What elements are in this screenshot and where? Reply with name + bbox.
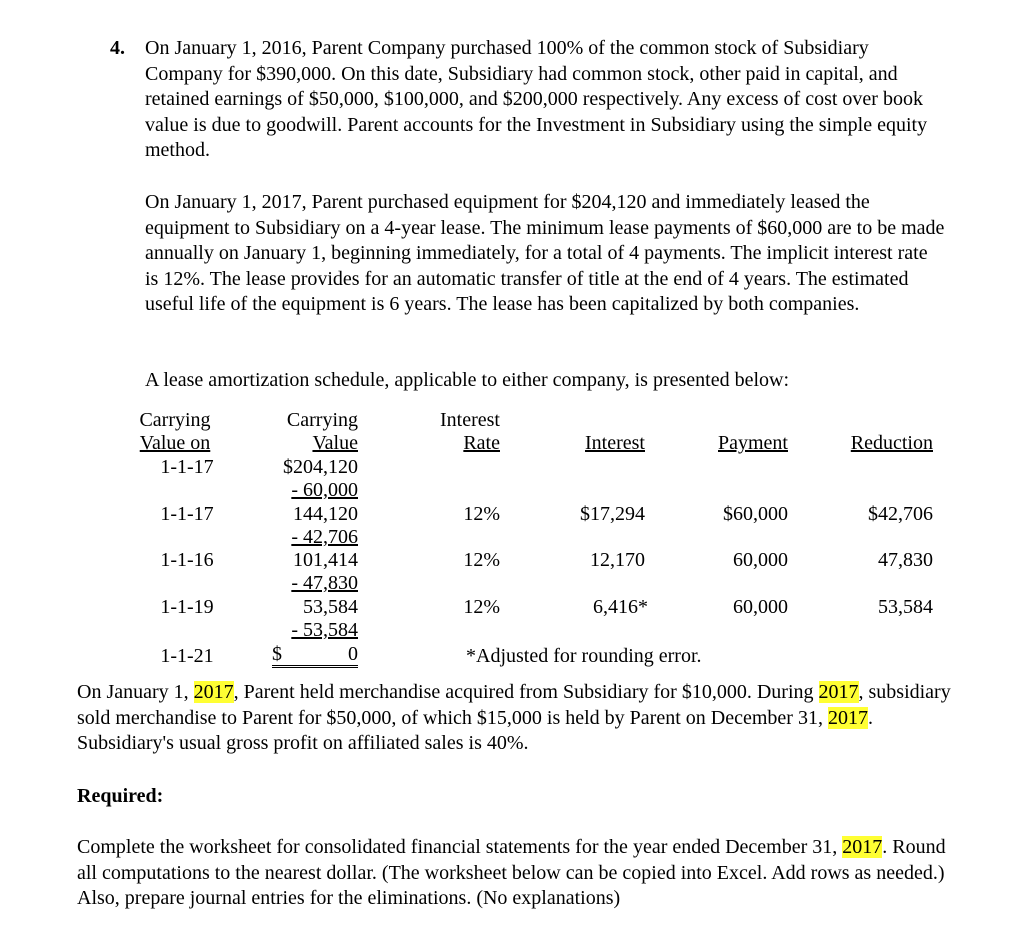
question-number: 4. [110,37,125,59]
final-date: 1-1-21 [160,645,214,667]
paragraph-intercompany-merchandise [77,680,967,757]
header-carrying-value-line1: Carrying [286,409,358,431]
row-less: - 47,830 [291,572,358,594]
row-date: 1-1-16 [160,549,214,571]
row-date: 1-1-17 [160,503,214,525]
row-carrying-value: $204,120 [283,456,358,478]
text-segment: , Parent held merchandise acquired from Subsidiary for $10,000. During [233,681,819,703]
row-payment: 60,000 [733,596,788,618]
row-payment: $60,000 [723,503,788,525]
footnote: *Adjusted for rounding error. [466,645,702,667]
header-carrying-value-on-line2: Value on [139,432,211,454]
highlighted-year: 2017 [818,681,859,703]
row-rate: 12% [463,503,500,525]
row-date: 1-1-17 [160,456,214,478]
header-payment: Payment [718,432,788,454]
row-date: 1-1-19 [160,596,214,618]
required-instructions [77,835,967,912]
paragraph-lease: On January 1, 2017, Parent purchased equipment for $204,120 and immediately leased the equipment to Subsidiary on a 4-year lease. The minimum lease payments of $60,000 are to be made annually on January 1, beginning immediately, for a total of 4 payments. The implicit interest rate is 12%. The lease provides for an automatic transfer of title at the end of 4 years. The estimated useful life of the equipment is 6 years. The lease has been capitalized by both companies. [145,191,945,315]
required-heading: Required: [77,785,164,807]
text-segment: Complete the worksheet for consolidated financial statements for the year ended December 31, [77,836,843,858]
header-interest: Interest [585,432,645,454]
row-carrying-value: 144,120 [293,503,358,525]
highlighted-year: 2017 [827,706,868,729]
text-segment: On January 1, [77,681,194,703]
row-rate: 12% [463,549,500,571]
row-less: - 60,000 [291,479,358,501]
row-less: - 42,706 [291,526,358,548]
final-dollar-sign: $ [272,643,282,665]
text-segment: , subsidiary sold merchandise to Parent for $50,000, of which $15,000 is held by Parent on December 31, [77,681,951,729]
schedule-intro: A lease amortization schedule, applicable to either company, is presented below: [145,369,790,391]
header-carrying-value-on-line1: Carrying [139,409,211,431]
row-interest: 12,170 [590,549,645,571]
final-value: 0 [348,643,358,665]
header-reduction: Reduction [850,432,933,454]
text-segment: . Subsidiary's usual gross profit on affiliated sales is 40%. [77,706,873,754]
row-reduction: 53,584 [878,596,933,618]
highlighted-year: 2017 [842,836,883,858]
paragraph-acquisition: On January 1, 2016, Parent Company purchased 100% of the common stock of Subsidiary Company for $390,000. On this date, Subsidiary had common stock, other paid in capital, and retained earnings of $50,000, $100,000, and $200,000 respectively. Any excess of cost over book value is due to goodwill. Parent accounts for the Investment in Subsidiary using the simple equity method. [145,37,928,161]
row-less: - 53,584 [291,619,358,641]
row-carrying-value: 101,414 [293,549,358,571]
row-interest: 6,416* [593,596,648,618]
row-carrying-value: 53,584 [303,596,358,618]
row-interest: $17,294 [580,503,645,525]
header-interest-rate-line1: Interest [440,409,500,431]
highlighted-year: 2017 [193,681,234,703]
row-reduction: 47,830 [878,549,933,571]
row-reduction: $42,706 [868,503,933,525]
row-rate: 12% [463,596,500,618]
header-carrying-value-line2: Value [312,432,358,454]
header-interest-rate-line2: Rate [463,432,500,454]
row-payment: 60,000 [733,549,788,571]
text-segment: . Round all computations to the nearest dollar. (The worksheet below can be copied into Excel. Add rows as needed.) Also, prepare journal entries for the eliminations. (No explanations) [77,836,946,909]
final-value-cell [272,644,358,668]
